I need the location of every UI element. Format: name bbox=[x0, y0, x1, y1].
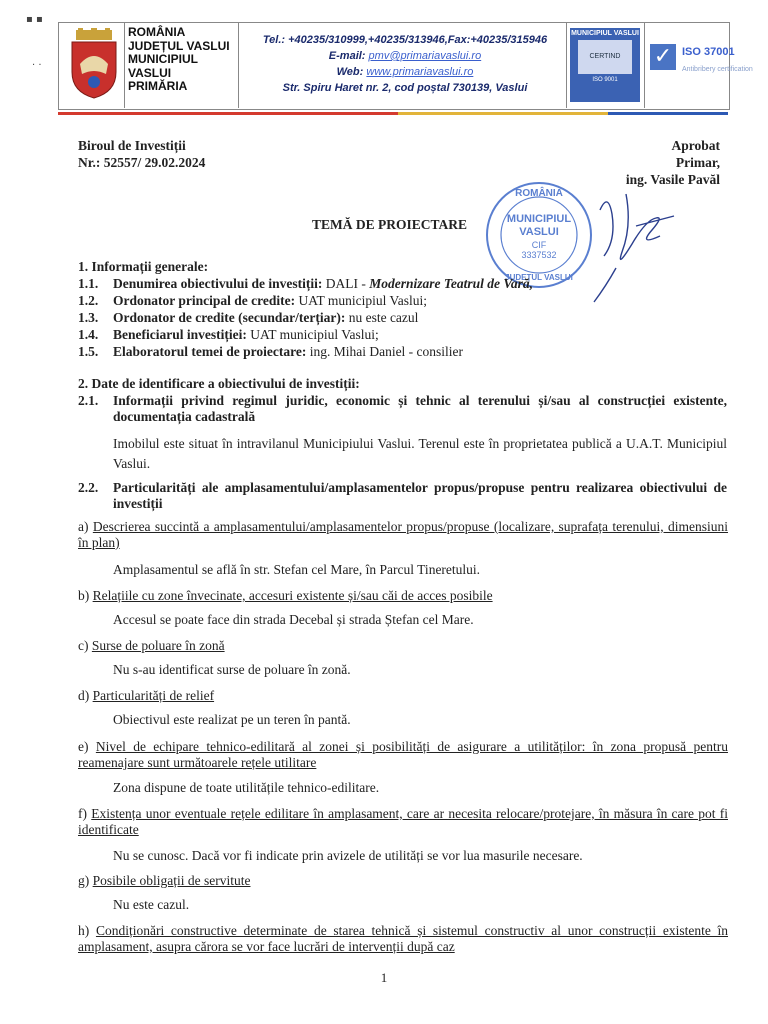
institution-line: VASLUI bbox=[128, 65, 172, 80]
stamp-country: ROMÂNIA bbox=[515, 188, 563, 199]
stamp-county: JUDEȚUL VASLUI bbox=[505, 273, 573, 282]
subsection-text: Imobilul este situat în intravilanul Municipiului Vaslui. Terenul este în proprietatea publică a U.A.T. Municipiul Vaslui. bbox=[113, 436, 727, 471]
iso37001-label: ISO 37001 bbox=[682, 46, 735, 58]
website-link[interactable]: www.primariavaslui.ro bbox=[366, 66, 474, 78]
criterion-text: Amplasamentul se află în str. Stefan cel Mare, în Parcul Tineretului. bbox=[113, 562, 481, 577]
subsection-title: Particularități ale amplasamentului/amplasamentelor propus/propuse pentru realizarea obiectivului de investiții bbox=[113, 480, 727, 511]
section-heading: 2. Date de identificare a obiectivului de investiții: bbox=[78, 376, 360, 391]
item-label: Beneficiarul investiției: bbox=[113, 327, 247, 342]
criterion-g bbox=[78, 873, 728, 889]
item-text bbox=[113, 310, 418, 326]
item-value: ing. Mihai Daniel - consilier bbox=[306, 344, 464, 359]
list-item bbox=[78, 327, 728, 344]
stamp-cif-number: 3337532 bbox=[521, 250, 557, 260]
email-line bbox=[242, 48, 568, 64]
item-label: Ordonator principal de credite: bbox=[113, 293, 296, 308]
iso37001-subtitle: Antibribery certification bbox=[682, 66, 753, 73]
criterion-text: Obiectivul este realizat pe un teren în pantă. bbox=[113, 712, 351, 727]
criterion-letter: e) bbox=[78, 739, 89, 754]
subsection-title: Informații privind regimul juridic, economic și tehnic al terenului și/sau al construcției existente, documentația cadastrală bbox=[113, 393, 727, 424]
section1-items bbox=[78, 276, 728, 361]
list-item bbox=[78, 310, 728, 327]
criterion-title: Posibile obligații de servitute bbox=[92, 873, 251, 888]
criterion-h bbox=[78, 923, 728, 955]
criterion-title: Relațiile cu zone învecinate, accesuri existente și/sau căi de acces posibile bbox=[92, 588, 493, 603]
item-number: 1.5. bbox=[78, 344, 99, 359]
iso9001-certificate-badge bbox=[570, 28, 640, 102]
letterhead-divider bbox=[124, 22, 125, 108]
item-text bbox=[113, 344, 463, 360]
certind-logo: CERTIND bbox=[578, 40, 632, 74]
criterion-title: Descrierea succintă a amplasamentului/amplasamentelor propus/propuse (localizare, suprafața terenului, dimensiuni în plan) bbox=[78, 519, 729, 550]
item-number: 1.2. bbox=[78, 293, 99, 308]
criterion-title: Particularități de relief bbox=[92, 688, 215, 703]
office-name: Biroul de Investiții bbox=[78, 138, 186, 153]
scan-mark: · · bbox=[32, 60, 42, 71]
phone-fax-line: Tel.: +40235/310999,+40235/313946,Fax:+40235/315946 bbox=[262, 34, 548, 46]
criterion-d bbox=[78, 688, 728, 704]
email-link[interactable]: pmv@primariavaslui.ro bbox=[368, 50, 482, 62]
criterion-letter: c) bbox=[78, 638, 89, 653]
institution-line: ROMÂNIA bbox=[128, 25, 186, 39]
list-item bbox=[78, 344, 728, 361]
criterion-title: Condiționări constructive determinate de starea tehnică și sistemul constructiv al unor construcții existente în amplasament, asupra cărora se vor face lucrări de intervenții după caz bbox=[78, 923, 729, 954]
criterion-letter: d) bbox=[78, 688, 90, 703]
subsection-number: 2.2. bbox=[78, 480, 99, 495]
contact-block bbox=[242, 32, 568, 96]
institution-name bbox=[128, 26, 238, 94]
letterhead-divider bbox=[644, 22, 645, 108]
institution-line: PRIMĂRIA bbox=[128, 79, 188, 93]
item-label: Elaboratorul temei de proiectare: bbox=[113, 344, 307, 359]
criterion-text: Nu se cunosc. Dacă vor fi indicate prin avizele de utilități se vor lua masurile necesare. bbox=[113, 848, 583, 863]
item-text bbox=[113, 276, 533, 292]
subsection-number: 2.1. bbox=[78, 393, 99, 408]
list-item bbox=[78, 293, 728, 310]
criterion-title: Surse de poluare în zonă bbox=[91, 638, 225, 653]
iso37001-badge bbox=[648, 36, 753, 94]
criterion-letter: a) bbox=[78, 519, 89, 534]
web-line bbox=[242, 64, 568, 80]
document-number: Nr.: 52557/ 29.02.2024 bbox=[78, 155, 206, 170]
criterion-text: Accesul se poate face din strada Decebal și strada Ștefan cel Mare. bbox=[113, 612, 474, 627]
item-value: DALI - bbox=[322, 276, 370, 291]
item-value: nu este cazul bbox=[345, 310, 419, 325]
criterion-c bbox=[78, 638, 728, 654]
page-number: 1 bbox=[380, 970, 388, 985]
color-bar-red bbox=[58, 112, 398, 115]
email-label: E-mail: bbox=[328, 50, 366, 62]
section-heading: 1. Informații generale: bbox=[78, 259, 209, 274]
criterion-letter: h) bbox=[78, 923, 90, 938]
color-bar-yellow bbox=[398, 112, 608, 115]
criterion-a bbox=[78, 519, 728, 551]
scan-mark: ▪ ▪ bbox=[26, 14, 43, 25]
list-item bbox=[78, 276, 728, 293]
color-bar-blue bbox=[608, 112, 728, 115]
criterion-text: Nu s-au identificat surse de poluare în zonă. bbox=[113, 662, 351, 677]
item-label: Ordonator de credite (secundar/terțiar): bbox=[113, 310, 346, 325]
stamp-cif-label: CIF bbox=[531, 240, 547, 250]
mayor-title: Primar, bbox=[675, 155, 720, 170]
criterion-e bbox=[78, 739, 728, 771]
address-line: Str. Spiru Haret nr. 2, cod poștal 730139, Vaslui bbox=[282, 82, 528, 94]
cert-title: MUNICIPIUL VASLUI bbox=[571, 30, 639, 37]
official-stamp bbox=[484, 180, 594, 290]
criterion-letter: b) bbox=[78, 588, 90, 603]
mayor-name: ing. Vasile Pavăl bbox=[625, 172, 720, 187]
item-number: 1.4. bbox=[78, 327, 99, 342]
item-number: 1.3. bbox=[78, 310, 99, 325]
web-label: Web: bbox=[336, 66, 364, 78]
item-text bbox=[113, 293, 427, 309]
stamp-line: VASLUI bbox=[519, 226, 559, 238]
item-number: 1.1. bbox=[78, 276, 99, 291]
document-title: TEMĂ DE PROIECTARE bbox=[312, 217, 468, 232]
item-text bbox=[113, 327, 379, 343]
stamp-line: MUNICIPIUL bbox=[506, 213, 572, 225]
criterion-text: Zona dispune de toate utilitățile tehnico-edilitare. bbox=[113, 780, 380, 795]
criterion-text: Nu este cazul. bbox=[113, 897, 190, 912]
criterion-title: Nivel de echipare tehnico-edilitară al zonei și posibilități de asigurare a utilităților: în zona propusă pentru reamenajare sunt următoarele rețele utilitare bbox=[78, 739, 728, 770]
institution-line: MUNICIPIUL bbox=[128, 52, 198, 66]
cert-standard: ISO 9001 bbox=[592, 77, 618, 83]
criterion-f bbox=[78, 806, 728, 838]
item-label: Denumirea obiectivului de investiții: bbox=[113, 276, 323, 291]
criterion-b bbox=[78, 588, 728, 604]
criterion-letter: g) bbox=[78, 873, 90, 888]
approved-label: Aprobat bbox=[671, 138, 720, 153]
institution-line: JUDEȚUL VASLUI bbox=[128, 38, 230, 53]
criterion-title: Existența unor eventuale rețele edilitare în amplasament, care ar necesita relocare/protejare, în măsura în care pot fi identificate bbox=[78, 806, 728, 837]
letterhead-divider bbox=[238, 22, 239, 108]
item-value: UAT municipiul Vaslui; bbox=[295, 293, 428, 308]
criterion-letter: f) bbox=[78, 806, 87, 821]
item-value-emphasis: Modernizare Teatrul de Vară, bbox=[369, 276, 534, 291]
checkmark-icon: ✓ bbox=[650, 44, 676, 70]
item-value: UAT municipiul Vaslui; bbox=[246, 327, 379, 342]
vaslui-coat-of-arms-icon bbox=[66, 28, 122, 100]
